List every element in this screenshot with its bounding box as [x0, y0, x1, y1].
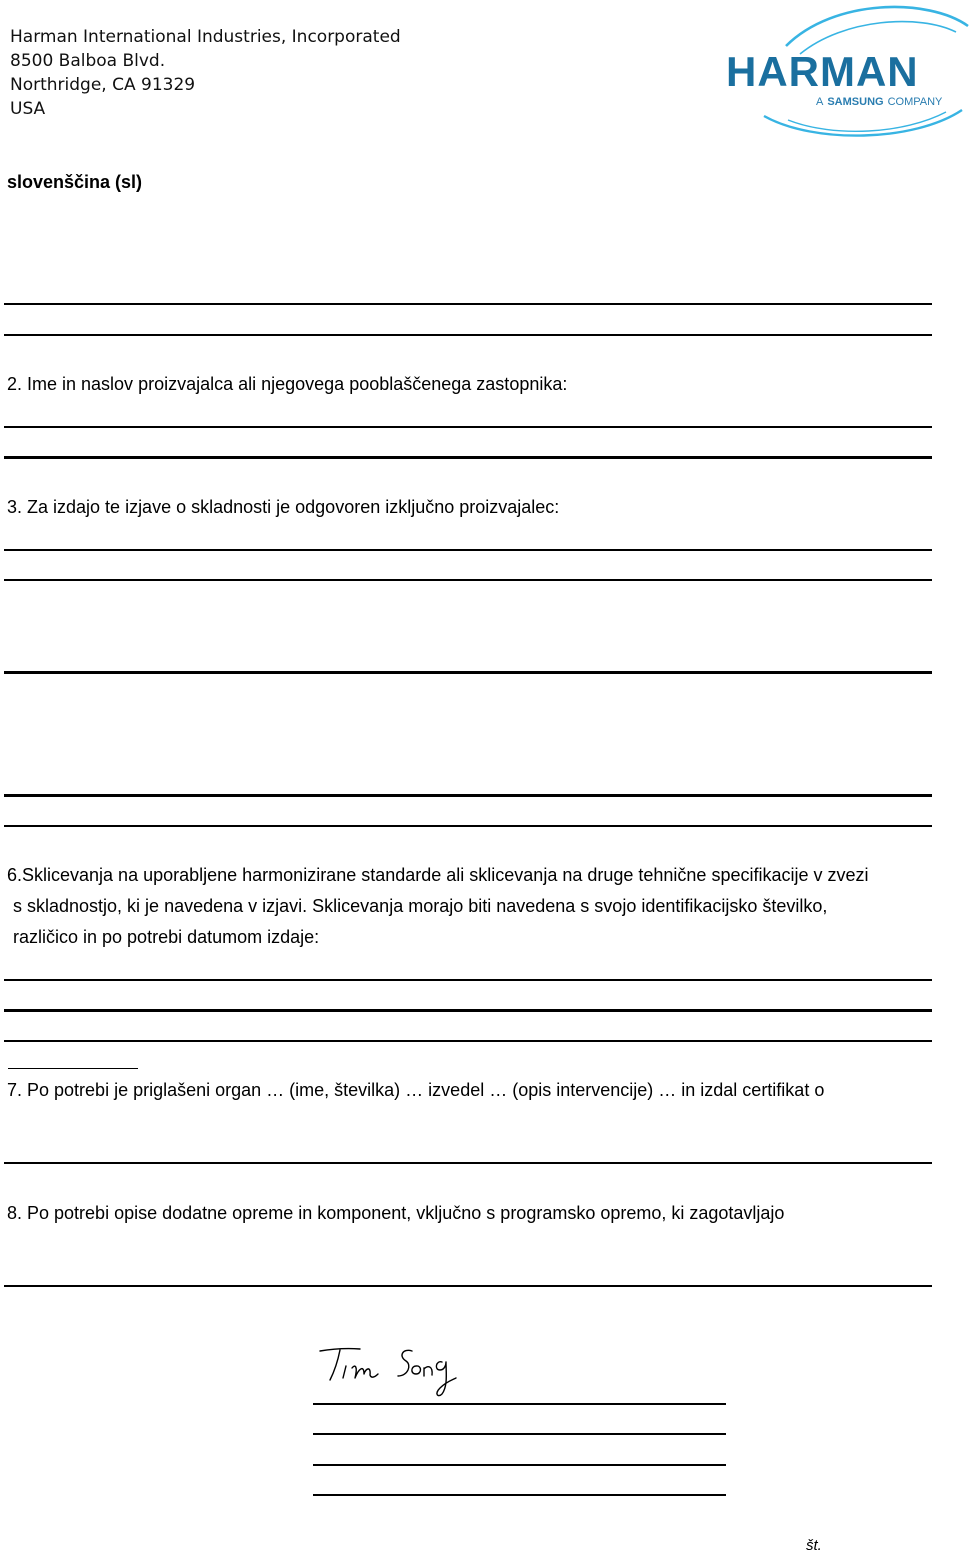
form-line — [4, 549, 932, 551]
harman-logo — [724, 4, 972, 138]
item-7-label: 7. Po potrebi je priglašeni organ … (ime, številka) … izvedel … (opis intervencije) … in izdal certifikat o — [7, 1080, 825, 1100]
item-6-line: različico in po potrebi datumom izdaje: — [13, 927, 320, 947]
signature-line — [313, 1433, 726, 1435]
footnote-separator — [8, 1068, 138, 1069]
logo-wordmark: HARMAN — [726, 48, 919, 95]
form-line — [4, 426, 932, 428]
logo-tagline: A SAMSUNG COMPANY — [816, 96, 943, 108]
item-6-line: s skladnostjo, ki je navedena v izjavi. Sklicevanja morajo biti navedena s svojo identifikacijsko številko, — [13, 896, 828, 916]
signature-line — [313, 1464, 726, 1466]
address-line: USA — [10, 99, 46, 119]
form-line — [4, 1285, 932, 1287]
form-line — [4, 979, 932, 981]
form-line — [4, 1040, 932, 1042]
item-6-line: 6.Sklicevanja na uporabljene harmonizirane standarde ali sklicevanja na druge tehnične specifikacije v zvezi — [7, 865, 869, 885]
address-line: 8500 Balboa Blvd. — [10, 51, 166, 71]
item-6-label — [7, 860, 869, 953]
form-line — [4, 1009, 932, 1012]
form-line — [4, 579, 932, 581]
form-line — [4, 794, 932, 797]
item-8-label: 8. Po potrebi opise dodatne opreme in komponent, vključno s programsko opremo, ki zagotavljajo — [7, 1203, 785, 1223]
signature-line — [313, 1494, 726, 1496]
signature — [312, 1338, 472, 1400]
item-2-label: 2. Ime in naslov proizvajalca ali njegovega pooblaščenega zastopnika: — [7, 374, 568, 394]
address-line: Harman International Industries, Incorporated — [10, 27, 401, 47]
form-line — [4, 303, 932, 305]
form-line — [4, 456, 932, 459]
item-3-label: 3. Za izdajo te izjave o skladnosti je odgovoren izključno proizvajalec: — [7, 497, 560, 517]
signature-line — [313, 1403, 726, 1405]
company-address — [10, 25, 401, 121]
page-mark: št. — [806, 1537, 822, 1554]
language-heading: slovenščina (sl) — [7, 172, 143, 192]
form-line — [4, 671, 932, 674]
form-line — [4, 1162, 932, 1164]
form-line — [4, 334, 932, 336]
address-line: Northridge, CA 91329 — [10, 75, 196, 95]
form-line — [4, 825, 932, 827]
